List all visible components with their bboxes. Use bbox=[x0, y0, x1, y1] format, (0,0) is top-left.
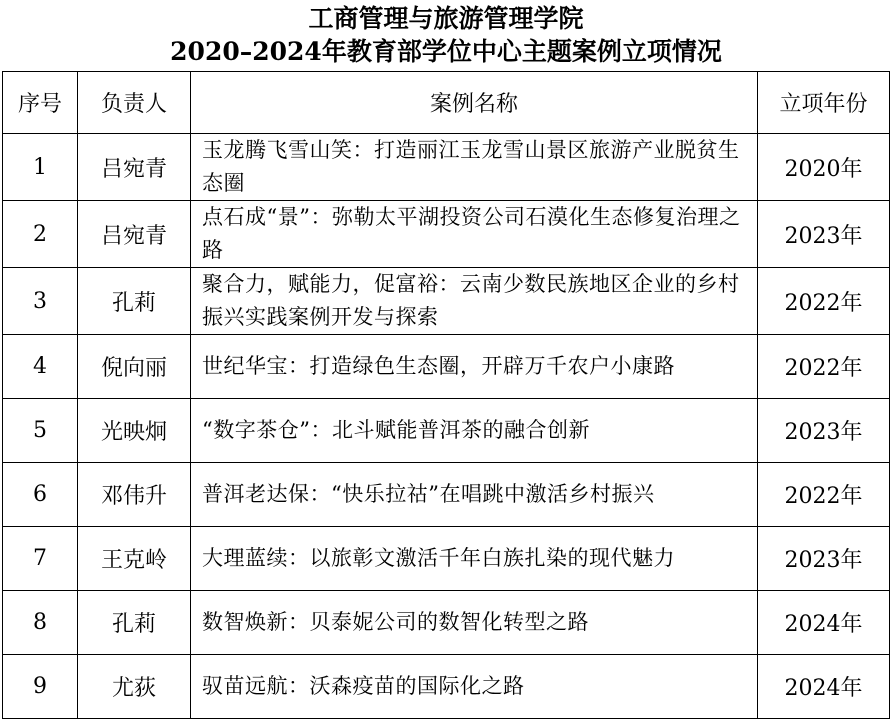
column-header-case-name: 案例名称 bbox=[191, 72, 758, 134]
cell-leader: 吕宛青 bbox=[78, 201, 191, 268]
case-table bbox=[2, 71, 890, 719]
cell-case-name: 点石成“景”：弥勒太平湖投资公司石漠化生态修复治理之路 bbox=[191, 201, 758, 268]
cell-case-name: 驭苗远航：沃森疫苗的国际化之路 bbox=[191, 655, 758, 719]
cell-case-name: 大理蓝续：以旅彰文激活千年白族扎染的现代魅力 bbox=[191, 527, 758, 591]
cell-leader: 光映炯 bbox=[78, 399, 191, 463]
cell-no: 2 bbox=[3, 201, 78, 268]
cell-no: 1 bbox=[3, 134, 78, 201]
table-row bbox=[3, 134, 890, 201]
cell-year: 2024年 bbox=[758, 591, 890, 655]
cell-leader: 倪向丽 bbox=[78, 335, 191, 399]
cell-case-name: 普洱老达保：“快乐拉祜”在唱跳中激活乡村振兴 bbox=[191, 463, 758, 527]
cell-year: 2022年 bbox=[758, 463, 890, 527]
cell-leader: 尤荻 bbox=[78, 655, 191, 719]
cell-no: 7 bbox=[3, 527, 78, 591]
cell-leader: 王克岭 bbox=[78, 527, 191, 591]
table-row bbox=[3, 527, 890, 591]
column-header-leader: 负责人 bbox=[78, 72, 191, 134]
title-line-1: 工商管理与旅游管理学院 bbox=[308, 4, 584, 33]
cell-no: 9 bbox=[3, 655, 78, 719]
cell-year: 2024年 bbox=[758, 655, 890, 719]
cell-case-name: 玉龙腾飞雪山笑：打造丽江玉龙雪山景区旅游产业脱贫生态圈 bbox=[191, 134, 758, 201]
column-header-no: 序号 bbox=[3, 72, 78, 134]
cell-no: 3 bbox=[3, 268, 78, 335]
cell-case-name: 数智焕新：贝泰妮公司的数智化转型之路 bbox=[191, 591, 758, 655]
table-header-row bbox=[3, 72, 890, 134]
cell-no: 4 bbox=[3, 335, 78, 399]
cell-year: 2020年 bbox=[758, 134, 890, 201]
title-line-2: 2020–2024年教育部学位中心主题案例立项情况 bbox=[170, 37, 722, 66]
cell-case-name: 聚合力，赋能力，促富裕：云南少数民族地区企业的乡村振兴实践案例开发与探索 bbox=[191, 268, 758, 335]
cell-leader: 吕宛青 bbox=[78, 134, 191, 201]
cell-case-name: “数字茶仓”：北斗赋能普洱茶的融合创新 bbox=[191, 399, 758, 463]
cell-year: 2023年 bbox=[758, 527, 890, 591]
cell-no: 8 bbox=[3, 591, 78, 655]
cell-leader: 邓伟升 bbox=[78, 463, 191, 527]
table-row bbox=[3, 591, 890, 655]
table-row bbox=[3, 655, 890, 719]
cell-no: 6 bbox=[3, 463, 78, 527]
table-row bbox=[3, 463, 890, 527]
cell-no: 5 bbox=[3, 399, 78, 463]
table-row bbox=[3, 335, 890, 399]
cell-year: 2023年 bbox=[758, 399, 890, 463]
cell-case-name: 世纪华宝：打造绿色生态圈，开辟万千农户小康路 bbox=[191, 335, 758, 399]
cell-year: 2023年 bbox=[758, 201, 890, 268]
cell-leader: 孔莉 bbox=[78, 268, 191, 335]
cell-year: 2022年 bbox=[758, 268, 890, 335]
table-row bbox=[3, 399, 890, 463]
table-row bbox=[3, 201, 890, 268]
cell-year: 2022年 bbox=[758, 335, 890, 399]
column-header-year: 立项年份 bbox=[758, 72, 890, 134]
table-row bbox=[3, 268, 890, 335]
cell-leader: 孔莉 bbox=[78, 591, 191, 655]
